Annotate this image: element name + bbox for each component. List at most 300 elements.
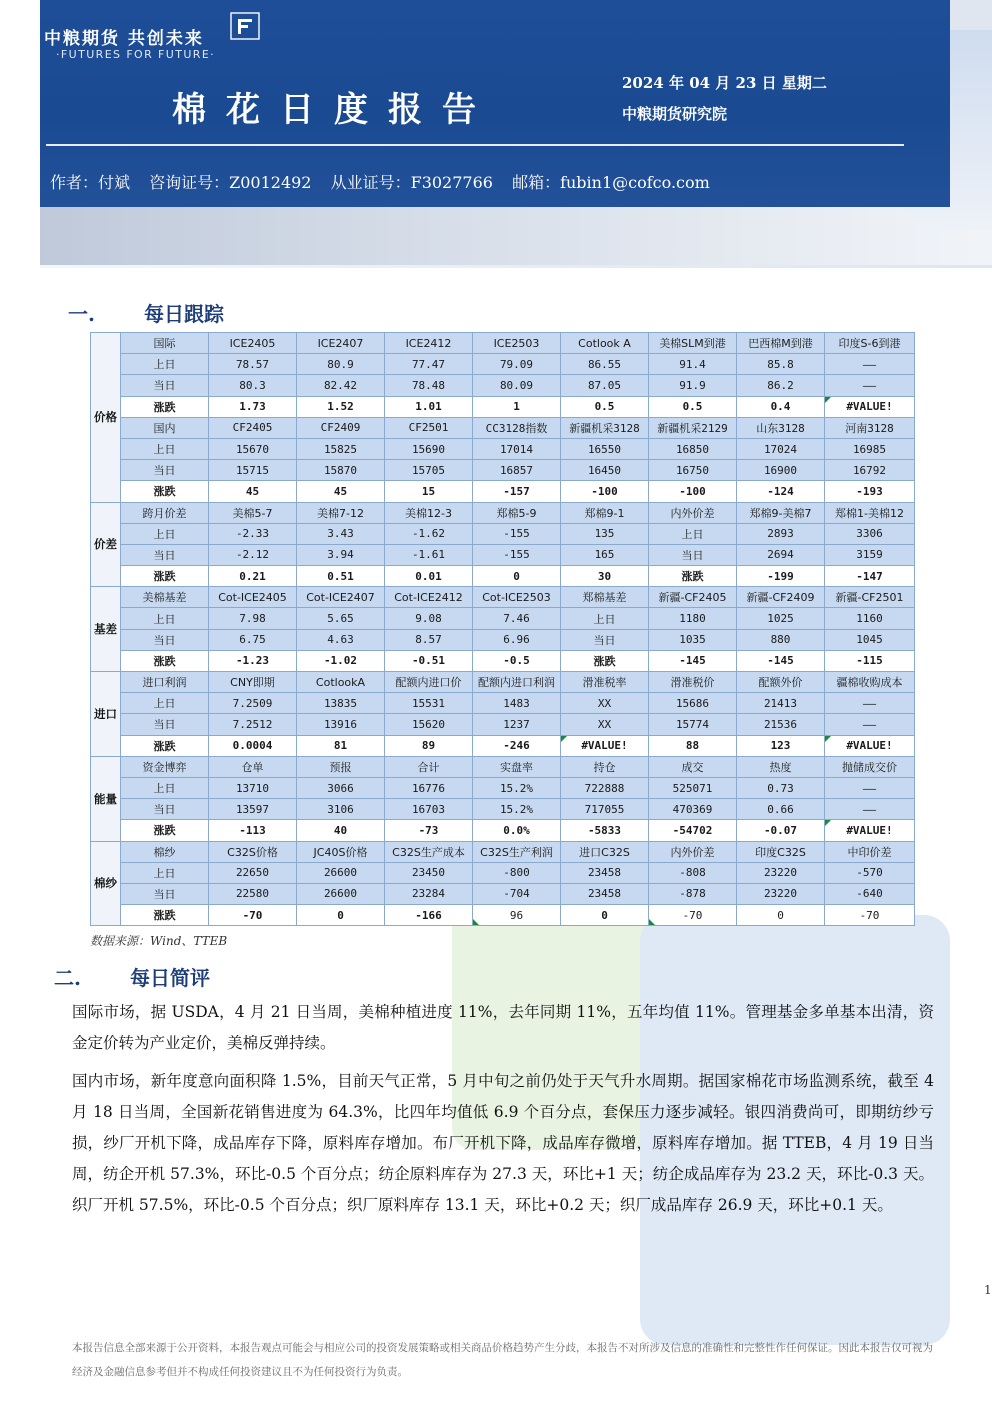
table-cell: 合计	[385, 756, 473, 777]
table-cell: 16900	[737, 460, 825, 481]
table-cell: 上日	[649, 523, 737, 544]
table-cell: 1	[473, 396, 561, 417]
table-row	[91, 650, 915, 671]
table-cell: 0.5	[649, 396, 737, 417]
table-cell: 16703	[385, 799, 473, 820]
author-email[interactable]: 邮箱：fubin1@cofco.com	[512, 173, 710, 192]
table-row	[91, 862, 915, 883]
table-cell: 1160	[825, 608, 915, 629]
table-cell: -145	[737, 650, 825, 671]
table-cell: CF2405	[209, 417, 297, 438]
table-cell: 79.09	[473, 354, 561, 375]
header-divider	[46, 144, 904, 146]
table-cell: 165	[561, 544, 649, 565]
table-cell: #VALUE!	[825, 820, 915, 841]
table-cell: 配额内进口利润	[473, 672, 561, 693]
table-row	[91, 481, 915, 502]
table-cell: ICE2412	[385, 333, 473, 354]
table-cell: CNY即期	[209, 672, 297, 693]
table-cell: 17024	[737, 438, 825, 459]
table-cell: 1.73	[209, 396, 297, 417]
table-cell: 涨跌	[561, 650, 649, 671]
table-cell: 45	[209, 481, 297, 502]
commentary-domestic: 国内市场，新年度意向面积降 1.5%，目前天气正常，5 月中旬之前仍处于天气升水周期。据国家棉花市场监测系统，截至 4 月 18 日当周，全国新花销售进度为 64.3%，比四年均值低 6.9 个百分点，套保压力逐步减轻。银四消费尚可，即期纺纱亏损，纱厂开机下降，成品库存下降，原料库存增加。布厂开机下降，成品库存微增，原料库存增加。据 TTEB，4 月 19 日当周，纺企开机 57.3%，环比-0.5 个百分点；纺企原料库存为 27.3 天，环比+1 天；纺企成品库存为 23.2 天，环比-0.3 天。织厂开机 57.5%，环比-0.5 个百分点；织厂原料库存 13.1 天，环比+0.2 天；织厂成品库存 26.9 天，环比+0.1 天。	[72, 1072, 934, 1214]
row-label: 上日	[121, 354, 209, 375]
row-label: 国际	[121, 333, 209, 354]
table-cell: 15531	[385, 693, 473, 714]
row-label: 上日	[121, 438, 209, 459]
table-cell: -115	[825, 650, 915, 671]
table-cell: 美棉12-3	[385, 502, 473, 523]
table-row	[91, 587, 915, 608]
table-cell: -113	[209, 820, 297, 841]
row-label: 资金博弈	[121, 756, 209, 777]
table-row	[91, 354, 915, 375]
table-cell: 15774	[649, 714, 737, 735]
table-cell: 0	[561, 905, 649, 926]
table-cell: 722888	[561, 777, 649, 798]
table-cell: 3159	[825, 544, 915, 565]
table-cell: 巴西棉M到港	[737, 333, 825, 354]
table-cell: 22580	[209, 883, 297, 904]
row-label: 跨月价差	[121, 502, 209, 523]
table-cell: -155	[473, 523, 561, 544]
table-cell: 7.46	[473, 608, 561, 629]
table-cell: 郑棉9-美棉7	[737, 502, 825, 523]
table-cell: 成交	[649, 756, 737, 777]
table-cell: 0.4	[737, 396, 825, 417]
table-row	[91, 629, 915, 650]
table-cell: -100	[649, 481, 737, 502]
table-cell: -1.61	[385, 544, 473, 565]
table-cell: 880	[737, 629, 825, 650]
table-cell: -193	[825, 481, 915, 502]
table-cell: ——	[825, 354, 915, 375]
table-cell: -147	[825, 566, 915, 587]
table-cell: 上日	[561, 608, 649, 629]
table-cell: 0.5	[561, 396, 649, 417]
table-cell: ——	[825, 714, 915, 735]
table-cell: 1035	[649, 629, 737, 650]
table-cell: 新疆-CF2405	[649, 587, 737, 608]
table-row	[91, 608, 915, 629]
table-cell: 22650	[209, 862, 297, 883]
table-cell: -199	[737, 566, 825, 587]
table-cell: -100	[561, 481, 649, 502]
table-cell: 717055	[561, 799, 649, 820]
row-label: 上日	[121, 523, 209, 544]
row-label: 涨跌	[121, 396, 209, 417]
table-cell: 17014	[473, 438, 561, 459]
table-cell: 河南3128	[825, 417, 915, 438]
table-cell: 仓单	[209, 756, 297, 777]
table-cell: -166	[385, 905, 473, 926]
table-cell: -157	[473, 481, 561, 502]
table-cell: -155	[473, 544, 561, 565]
table-cell: 16985	[825, 438, 915, 459]
table-cell: -2.33	[209, 523, 297, 544]
row-group-label: 进口	[91, 672, 121, 757]
table-cell: JC40S价格	[297, 841, 385, 862]
table-cell: 15	[385, 481, 473, 502]
table-cell: 1237	[473, 714, 561, 735]
row-label: 当日	[121, 544, 209, 565]
table-cell: -246	[473, 735, 561, 756]
report-title: 棉花日度报告	[172, 90, 496, 130]
table-cell: 78.48	[385, 375, 473, 396]
row-label: 涨跌	[121, 650, 209, 671]
table-cell: -124	[737, 481, 825, 502]
table-cell: 新疆机采3128	[561, 417, 649, 438]
table-cell: 0	[473, 566, 561, 587]
table-cell: -70	[825, 905, 915, 926]
table-cell: 15870	[297, 460, 385, 481]
table-cell: 当日	[561, 629, 649, 650]
table-row	[91, 396, 915, 417]
section-number: 一.	[68, 302, 95, 326]
table-cell: 7.98	[209, 608, 297, 629]
row-label: 当日	[121, 714, 209, 735]
table-cell: 4.63	[297, 629, 385, 650]
table-cell: 16857	[473, 460, 561, 481]
table-cell: 进口C32S	[561, 841, 649, 862]
table-cell: 滑准税率	[561, 672, 649, 693]
table-cell: 80.3	[209, 375, 297, 396]
row-group-label: 价格	[91, 333, 121, 503]
table-row	[91, 820, 915, 841]
table-cell: 13597	[209, 799, 297, 820]
author-info	[50, 170, 724, 193]
table-cell: 3.43	[297, 523, 385, 544]
header-banner	[0, 0, 950, 207]
table-cell: 8.57	[385, 629, 473, 650]
table-cell: -808	[649, 862, 737, 883]
table-cell: #VALUE!	[825, 735, 915, 756]
table-cell: 内外价差	[649, 841, 737, 862]
table-cell: 16550	[561, 438, 649, 459]
table-cell: -1.23	[209, 650, 297, 671]
table-cell: 16750	[649, 460, 737, 481]
table-cell: Cot-ICE2407	[297, 587, 385, 608]
table-row	[91, 841, 915, 862]
table-cell: -70	[209, 905, 297, 926]
section-heading-daily-tracking	[68, 298, 224, 327]
commentary-international: 国际市场，据 USDA，4 月 21 日当周，美棉种植进度 11%，去年同期 11%，五年均值 11%。管理基金多单基本出清，资金定价转为产业定价，美棉反弹持续。	[72, 1003, 934, 1052]
table-cell: 15686	[649, 693, 737, 714]
daily-tracking-table	[90, 332, 904, 926]
table-cell: 23450	[385, 862, 473, 883]
row-group-label: 基差	[91, 587, 121, 672]
table-cell: 26600	[297, 883, 385, 904]
table-cell: 涨跌	[649, 566, 737, 587]
table-cell: 3106	[297, 799, 385, 820]
table-cell: C32S价格	[209, 841, 297, 862]
table-cell: 82.42	[297, 375, 385, 396]
table-cell: 7.2509	[209, 693, 297, 714]
section-title: 每日简评	[130, 966, 210, 990]
table-cell: 3066	[297, 777, 385, 798]
section-title: 每日跟踪	[144, 302, 224, 326]
report-date: 2024 年 04 月 23 日 星期二	[622, 74, 827, 92]
row-label: 当日	[121, 883, 209, 904]
table-cell: Cot-ICE2412	[385, 587, 473, 608]
table-cell: 88	[649, 735, 737, 756]
table-cell: 配额内进口价	[385, 672, 473, 693]
row-label: 当日	[121, 629, 209, 650]
row-label: 上日	[121, 693, 209, 714]
table-cell: 3306	[825, 523, 915, 544]
table-row	[91, 502, 915, 523]
table-cell: 美棉SLM到港	[649, 333, 737, 354]
table-cell: 0.66	[737, 799, 825, 820]
table-cell: 23458	[561, 883, 649, 904]
table-cell: #VALUE!	[825, 396, 915, 417]
table-row	[91, 777, 915, 798]
table-cell: 45	[297, 481, 385, 502]
table-cell: Cotlook A	[561, 333, 649, 354]
table-row	[91, 438, 915, 459]
practice-id: 从业证号：F3027766	[330, 173, 493, 192]
table-cell: 滑准税价	[649, 672, 737, 693]
table-row	[91, 714, 915, 735]
header-decor-stripe	[40, 205, 992, 265]
company-logo-text: 中粮期货 共创未来	[44, 29, 204, 49]
table-cell: 抛储成交价	[825, 756, 915, 777]
table-cell: 配额外价	[737, 672, 825, 693]
table-cell: XX	[561, 693, 649, 714]
table-cell: -640	[825, 883, 915, 904]
table-row	[91, 905, 915, 926]
table-row	[91, 523, 915, 544]
table-cell: -1.02	[297, 650, 385, 671]
table-cell: 85.8	[737, 354, 825, 375]
table-cell: 美棉7-12	[297, 502, 385, 523]
table-cell: 0.0004	[209, 735, 297, 756]
table-cell: 23220	[737, 862, 825, 883]
table-cell: 15620	[385, 714, 473, 735]
table-cell: 预报	[297, 756, 385, 777]
table-cell: -2.12	[209, 544, 297, 565]
table-row	[91, 375, 915, 396]
table-cell: ——	[825, 799, 915, 820]
table-cell: 16792	[825, 460, 915, 481]
table-cell: 当日	[649, 544, 737, 565]
table-cell: 持仓	[561, 756, 649, 777]
row-label: 当日	[121, 460, 209, 481]
table-cell: 热度	[737, 756, 825, 777]
table-cell: 中印价差	[825, 841, 915, 862]
row-label: 棉纱	[121, 841, 209, 862]
table-cell: 1180	[649, 608, 737, 629]
table-cell: 470369	[649, 799, 737, 820]
table-cell: 30	[561, 566, 649, 587]
table-cell: -54702	[649, 820, 737, 841]
table-cell: 1.52	[297, 396, 385, 417]
table-cell: 77.47	[385, 354, 473, 375]
table-cell: 新疆-CF2501	[825, 587, 915, 608]
table-cell: 郑棉1-美棉12	[825, 502, 915, 523]
table-cell: 78.57	[209, 354, 297, 375]
table-cell: ICE2407	[297, 333, 385, 354]
table-cell: 1025	[737, 608, 825, 629]
table-cell: 1483	[473, 693, 561, 714]
table-cell: 3.94	[297, 544, 385, 565]
table-cell: -73	[385, 820, 473, 841]
table-row	[91, 693, 915, 714]
table-cell: 40	[297, 820, 385, 841]
company-logo-icon	[230, 12, 260, 40]
table-cell: 郑棉5-9	[473, 502, 561, 523]
table-cell: ICE2503	[473, 333, 561, 354]
table-cell: 7.2512	[209, 714, 297, 735]
table-cell: 0.73	[737, 777, 825, 798]
table-cell: -570	[825, 862, 915, 883]
table-cell: CC3128指数	[473, 417, 561, 438]
row-label: 当日	[121, 799, 209, 820]
table-row	[91, 735, 915, 756]
table-cell: CF2501	[385, 417, 473, 438]
row-label: 涨跌	[121, 905, 209, 926]
table-cell: C32S生产利润	[473, 841, 561, 862]
table-cell: 80.9	[297, 354, 385, 375]
table-cell: 0.01	[385, 566, 473, 587]
report-organization: 中粮期货研究院	[622, 105, 728, 123]
table-cell: 2694	[737, 544, 825, 565]
table-cell: -0.51	[385, 650, 473, 671]
table-row	[91, 417, 915, 438]
table-cell: 15705	[385, 460, 473, 481]
table-cell: 89	[385, 735, 473, 756]
data-table	[90, 332, 915, 926]
table-cell: 郑棉基差	[561, 587, 649, 608]
row-label: 上日	[121, 862, 209, 883]
table-cell: 5.65	[297, 608, 385, 629]
table-cell: 印度C32S	[737, 841, 825, 862]
table-cell: 23220	[737, 883, 825, 904]
table-cell: 印度S-6到港	[825, 333, 915, 354]
table-cell: ——	[825, 693, 915, 714]
table-cell: 15.2%	[473, 799, 561, 820]
table-cell: 15715	[209, 460, 297, 481]
table-cell: 郑棉9-1	[561, 502, 649, 523]
table-cell: Cot-ICE2405	[209, 587, 297, 608]
table-cell: 15.2%	[473, 777, 561, 798]
table-cell: 0.51	[297, 566, 385, 587]
table-cell: -1.62	[385, 523, 473, 544]
section-heading-daily-comment	[54, 962, 210, 991]
disclaimer-footer: 本报告信息全部来源于公开资料，本报告观点可能会与相应公司的投资发展策略或相关商品价格趋势产生分歧，本报告不对所涉及信息的准确性和完整性作任何保证。因此本报告仅可视为经济及金融信息参考但并不构成任何投资建议且不为任何投资行为负责。	[72, 1342, 933, 1378]
table-cell: 21413	[737, 693, 825, 714]
row-group-label: 棉纱	[91, 841, 121, 926]
table-cell: 美棉5-7	[209, 502, 297, 523]
data-source-note: 数据来源：Wind、TTEB	[90, 934, 228, 948]
table-cell: #VALUE!	[561, 735, 649, 756]
row-label: 进口利润	[121, 672, 209, 693]
table-cell: 87.05	[561, 375, 649, 396]
table-row	[91, 883, 915, 904]
row-label: 涨跌	[121, 820, 209, 841]
table-cell: 80.09	[473, 375, 561, 396]
table-cell: 13916	[297, 714, 385, 735]
consult-id: 咨询证号：Z0012492	[149, 173, 312, 192]
table-cell: 91.4	[649, 354, 737, 375]
table-row	[91, 566, 915, 587]
table-row	[91, 333, 915, 354]
table-cell: 0	[297, 905, 385, 926]
company-slogan: ·FUTURES FOR FUTURE·	[56, 48, 216, 61]
section-number: 二.	[54, 966, 81, 990]
row-group-label: 价差	[91, 502, 121, 587]
table-row	[91, 799, 915, 820]
table-row	[91, 460, 915, 481]
table-cell: -800	[473, 862, 561, 883]
row-group-label: 能量	[91, 756, 121, 841]
table-cell: 2893	[737, 523, 825, 544]
table-cell: 山东3128	[737, 417, 825, 438]
table-cell: 6.75	[209, 629, 297, 650]
table-cell: ——	[825, 777, 915, 798]
table-cell: -704	[473, 883, 561, 904]
table-cell: 96	[473, 905, 561, 926]
table-cell: ——	[825, 375, 915, 396]
row-label: 上日	[121, 777, 209, 798]
table-cell: 23458	[561, 862, 649, 883]
table-cell: 135	[561, 523, 649, 544]
table-cell: 86.2	[737, 375, 825, 396]
row-label: 涨跌	[121, 481, 209, 502]
table-cell: 123	[737, 735, 825, 756]
table-row	[91, 672, 915, 693]
table-cell: CF2409	[297, 417, 385, 438]
row-label: 美棉基差	[121, 587, 209, 608]
table-cell: 23284	[385, 883, 473, 904]
table-cell: -878	[649, 883, 737, 904]
table-cell: -145	[649, 650, 737, 671]
row-label: 国内	[121, 417, 209, 438]
table-cell: 0.21	[209, 566, 297, 587]
table-cell: -70	[649, 905, 737, 926]
table-cell: 13835	[297, 693, 385, 714]
table-cell: CotlookA	[297, 672, 385, 693]
table-cell: 15670	[209, 438, 297, 459]
table-cell: XX	[561, 714, 649, 735]
table-cell: 内外价差	[649, 502, 737, 523]
author-name: 作者：付斌	[50, 173, 131, 192]
row-label: 上日	[121, 608, 209, 629]
banner-left-margin	[0, 0, 40, 207]
table-cell: 15825	[297, 438, 385, 459]
table-cell: 0.0%	[473, 820, 561, 841]
table-cell: Cot-ICE2503	[473, 587, 561, 608]
table-cell: 15690	[385, 438, 473, 459]
table-cell: 新疆机采2129	[649, 417, 737, 438]
row-label: 涨跌	[121, 566, 209, 587]
table-cell: -5833	[561, 820, 649, 841]
table-cell: 6.96	[473, 629, 561, 650]
table-cell: 21536	[737, 714, 825, 735]
table-cell: 13710	[209, 777, 297, 798]
row-label: 当日	[121, 375, 209, 396]
row-label: 涨跌	[121, 735, 209, 756]
table-cell: -0.5	[473, 650, 561, 671]
table-cell: 实盘率	[473, 756, 561, 777]
table-cell: -0.07	[737, 820, 825, 841]
table-cell: 86.55	[561, 354, 649, 375]
table-cell: 0	[737, 905, 825, 926]
table-cell: C32S生产成本	[385, 841, 473, 862]
table-cell: 1.01	[385, 396, 473, 417]
table-cell: 9.08	[385, 608, 473, 629]
